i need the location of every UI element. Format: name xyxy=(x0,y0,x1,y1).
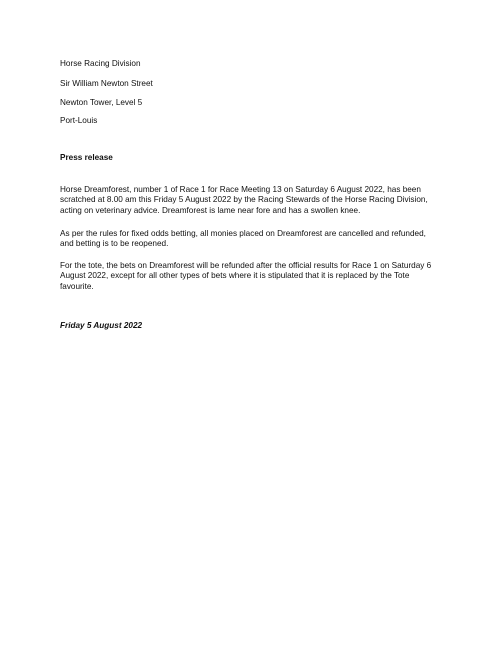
address-line-4: Port-Louis xyxy=(60,116,98,125)
paragraph-1: Horse Dreamforest, number 1 of Race 1 for Race Meeting 13 on Saturday 6 August 2022, has been scratched at 8.00 am this Friday 5 August 2022 by the Racing Stewards of the Horse Racing Division, acting on veterinary advice. Dreamforest is lame near fore and has a swollen knee. xyxy=(60,185,428,215)
release-date: Friday 5 August 2022 xyxy=(60,321,143,330)
address-line-3: Newton Tower, Level 5 xyxy=(60,98,143,107)
paragraph-2: As per the rules for fixed odds betting, all monies placed on Dreamforest are cancelled and refunded, and betting is to be reopened. xyxy=(60,229,426,249)
press-release-heading: Press release xyxy=(60,153,113,162)
address-line-2: Sir William Newton Street xyxy=(60,79,153,88)
paragraph-3: For the tote, the bets on Dreamforest will be refunded after the official results for Race 1 on Saturday 6 August 2022, except for all other types of bets where it is stipulated that it is replaced by the Tote favourite. xyxy=(60,261,432,291)
address-line-1: Horse Racing Division xyxy=(60,59,141,68)
